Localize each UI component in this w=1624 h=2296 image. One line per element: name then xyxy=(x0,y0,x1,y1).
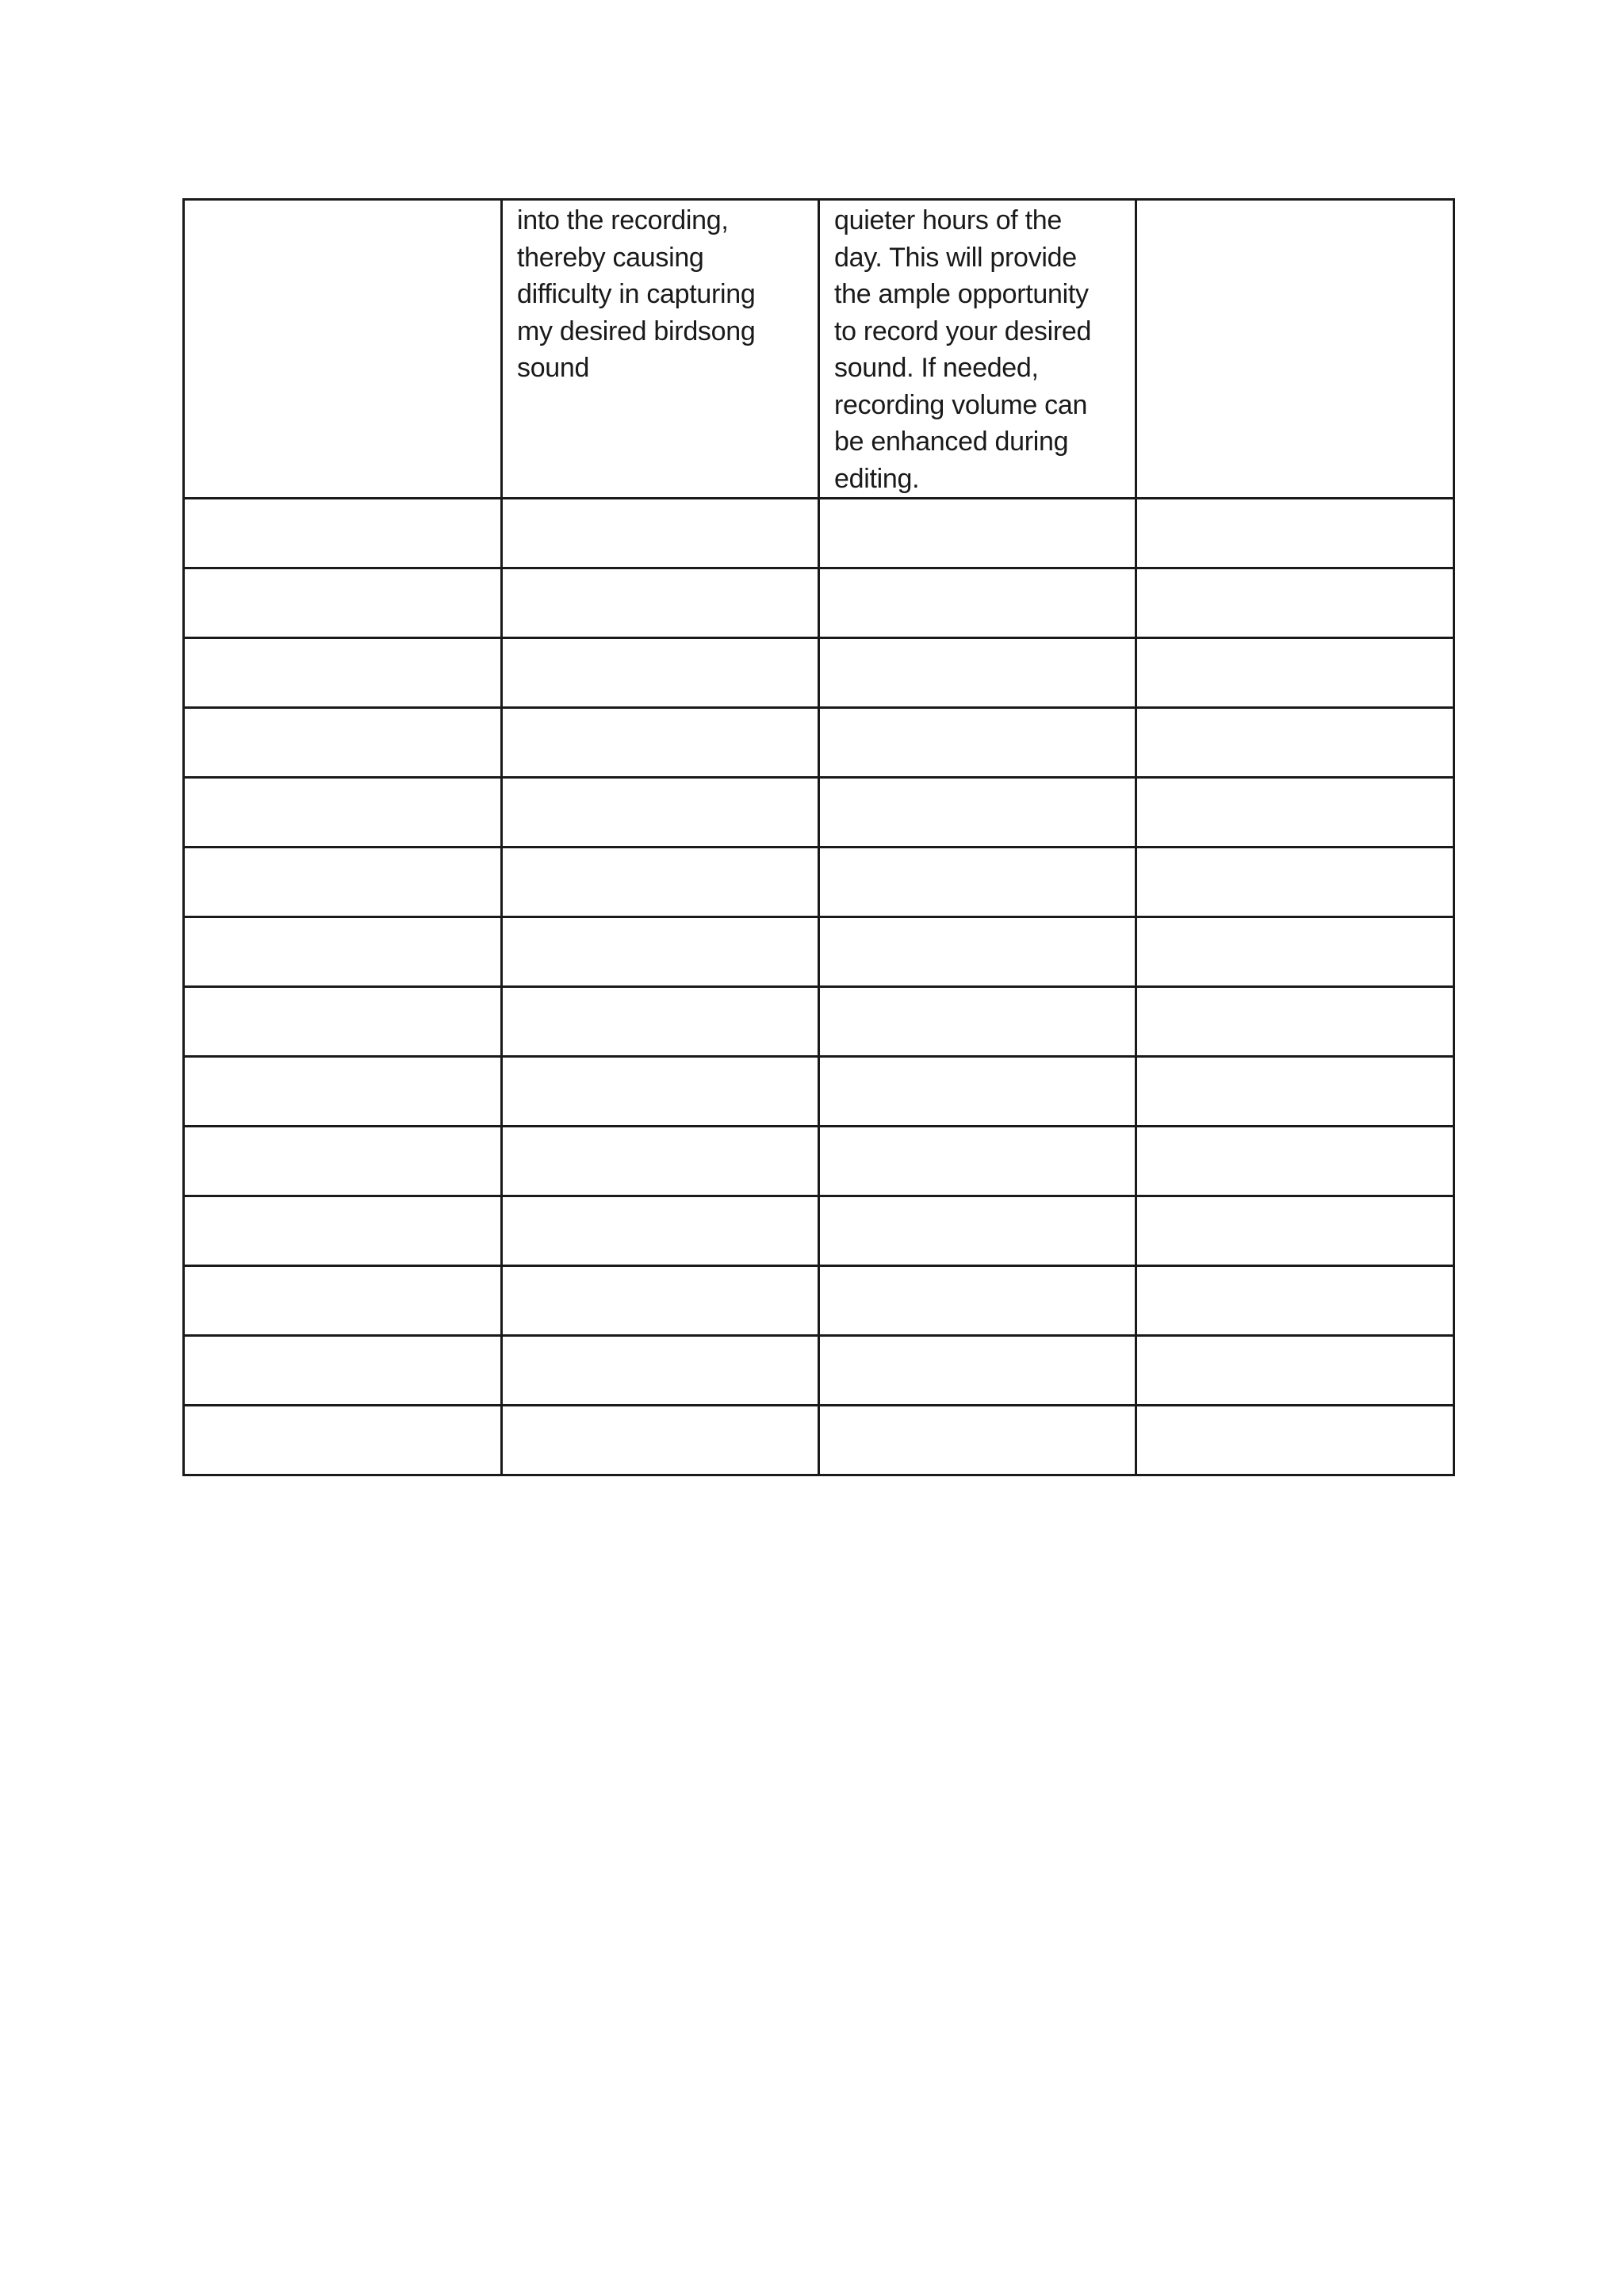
table-cell xyxy=(1136,778,1454,848)
table-cell xyxy=(502,1406,819,1475)
table-cell xyxy=(1136,638,1454,708)
table-cell xyxy=(184,778,502,848)
table-row xyxy=(184,917,1454,987)
table-cell xyxy=(1136,1196,1454,1266)
table-cell xyxy=(184,568,502,638)
table-row xyxy=(184,1127,1454,1196)
table-cell xyxy=(1136,499,1454,568)
table-cell xyxy=(1136,1336,1454,1406)
table-cell xyxy=(184,848,502,917)
table-cell xyxy=(184,1127,502,1196)
table-cell xyxy=(819,568,1136,638)
table-cell xyxy=(819,778,1136,848)
cell-text: into the recording, thereby causing difficulty in capturing my desired birdsong sound xyxy=(517,205,756,383)
table-cell xyxy=(819,200,1136,499)
table-cell xyxy=(184,638,502,708)
table-cell xyxy=(184,1406,502,1475)
table-cell xyxy=(1136,708,1454,778)
table-cell xyxy=(1136,200,1454,499)
table-cell xyxy=(819,1057,1136,1127)
table-cell xyxy=(819,987,1136,1057)
table-cell xyxy=(184,708,502,778)
table-row xyxy=(184,1266,1454,1336)
table-cell xyxy=(1136,1406,1454,1475)
table-cell xyxy=(184,1336,502,1406)
table-row xyxy=(184,1057,1454,1127)
table-cell xyxy=(819,1127,1136,1196)
table-cell xyxy=(502,499,819,568)
table-cell xyxy=(1136,1057,1454,1127)
table-cell xyxy=(502,1057,819,1127)
table-cell xyxy=(184,1196,502,1266)
cell-text: quieter hours of the day. This will provide the ample opportunity to record your desired sound. If needed, recording volume can be enhanced during editing. xyxy=(834,205,1092,494)
table-row xyxy=(184,638,1454,708)
table-cell xyxy=(819,1196,1136,1266)
table-row xyxy=(184,1336,1454,1406)
table-cell xyxy=(502,200,819,499)
table-cell xyxy=(819,1266,1136,1336)
table-cell xyxy=(502,917,819,987)
table-cell xyxy=(502,848,819,917)
table-cell xyxy=(184,1057,502,1127)
table-row xyxy=(184,848,1454,917)
table-row xyxy=(184,778,1454,848)
table-cell xyxy=(502,1196,819,1266)
table-row xyxy=(184,708,1454,778)
table-cell xyxy=(819,708,1136,778)
table-row xyxy=(184,499,1454,568)
table-row xyxy=(184,568,1454,638)
table-cell xyxy=(502,1336,819,1406)
data-table xyxy=(182,198,1455,1476)
table-cell xyxy=(502,1266,819,1336)
table-cell xyxy=(1136,917,1454,987)
table-cell xyxy=(184,200,502,499)
table-cell xyxy=(502,778,819,848)
table-cell xyxy=(502,568,819,638)
table-cell xyxy=(819,848,1136,917)
table-cell xyxy=(184,1266,502,1336)
table-cell xyxy=(819,638,1136,708)
table-cell xyxy=(819,1336,1136,1406)
table-cell xyxy=(1136,848,1454,917)
table-cell xyxy=(502,1127,819,1196)
table-cell xyxy=(1136,568,1454,638)
table-row xyxy=(184,1196,1454,1266)
table-body xyxy=(184,200,1454,1475)
cell-text xyxy=(185,201,500,202)
table-row xyxy=(184,1406,1454,1475)
table-cell xyxy=(184,987,502,1057)
table-cell xyxy=(1136,1266,1454,1336)
table-row xyxy=(184,200,1454,499)
table-cell xyxy=(819,499,1136,568)
table-cell xyxy=(502,708,819,778)
table-cell xyxy=(502,987,819,1057)
table-row xyxy=(184,987,1454,1057)
table-cell xyxy=(184,499,502,568)
table-cell xyxy=(184,917,502,987)
cell-text xyxy=(1137,201,1453,202)
table-cell xyxy=(1136,987,1454,1057)
table-cell xyxy=(1136,1127,1454,1196)
table-cell xyxy=(502,638,819,708)
table-cell xyxy=(819,917,1136,987)
table-cell xyxy=(819,1406,1136,1475)
